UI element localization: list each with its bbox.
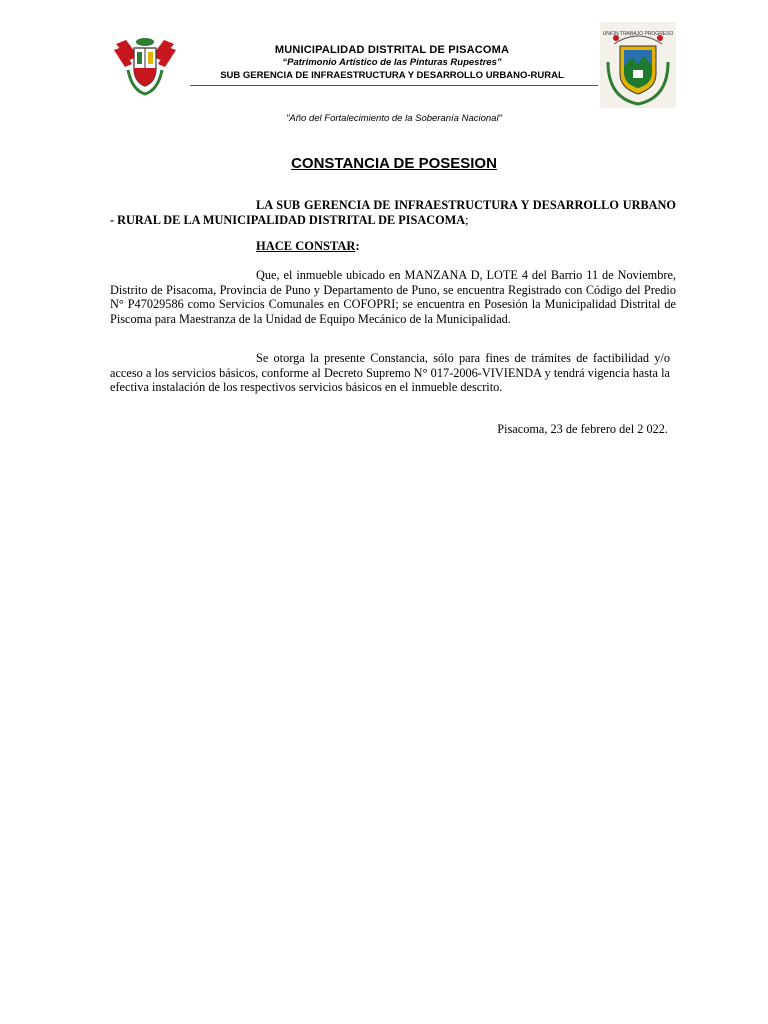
date-line: Pisacoma, 23 de febrero del 2 022.	[497, 422, 668, 436]
intro-paragraph	[110, 198, 676, 227]
body-paragraph	[110, 268, 676, 326]
body-text: Que, el inmueble ubicado en MANZANA D, LOTE 4 del Barrio 11 de Noviembre, Distrito de Pisacoma, Provincia de Puno y Departamento de Puno, se encuentra Registrado con Código del Predio N° P47029586 como Servicios Comunales en COFOPRI; se encuentra en Posesión la Municipalidad Distrital de Piscoma para Maestranza de la Unidad de Equipo Mecánico de la Municipalidad.	[110, 268, 676, 326]
institution-name: MUNICIPALIDAD DISTRITAL DE PISACOMA	[274, 44, 510, 56]
seal-text: UNION TRABAJO PROGRESO	[602, 31, 674, 37]
document-title: CONSTANCIA DE POSESION	[291, 155, 497, 172]
otorga-text: Se otorga la presente Constancia, sólo para fines de trámites de factibilidad y/o acceso a los servicios básicos, conforme al Decreto Supremo N° 017-2006-VIVIENDA y tendrá vigencia hasta la efectiva instalación de los respectivos servicios básicos en el inmueble descrito.	[110, 351, 670, 394]
otorga-paragraph	[110, 351, 670, 395]
peru-coat-of-arms-logo	[112, 34, 178, 98]
hace-constar-colon: :	[355, 239, 360, 253]
letterhead	[185, 44, 599, 82]
year-motto: "Año del Fortalecimiento de la Soberanía Nacional"	[286, 113, 502, 124]
header-divider	[190, 85, 598, 86]
intro-bold-text: LA SUB GERENCIA DE INFRAESTRUCTURA Y DESARROLLO URBANO - RURAL DE LA MUNICIPALIDAD DISTRITAL DE PISACOMA	[110, 198, 676, 227]
municipal-seal-logo	[600, 22, 676, 108]
intro-tail: ;	[465, 212, 469, 227]
hace-constar-heading	[256, 239, 360, 254]
institution-motto: “Patrimonio Artístico de las Pinturas Rupestres”	[282, 57, 502, 68]
department-name: SUB GERENCIA DE INFRAESTRUCTURA Y DESARROLLO URBANO-RURAL	[220, 70, 564, 81]
hace-constar-label: HACE CONSTAR	[256, 239, 356, 253]
